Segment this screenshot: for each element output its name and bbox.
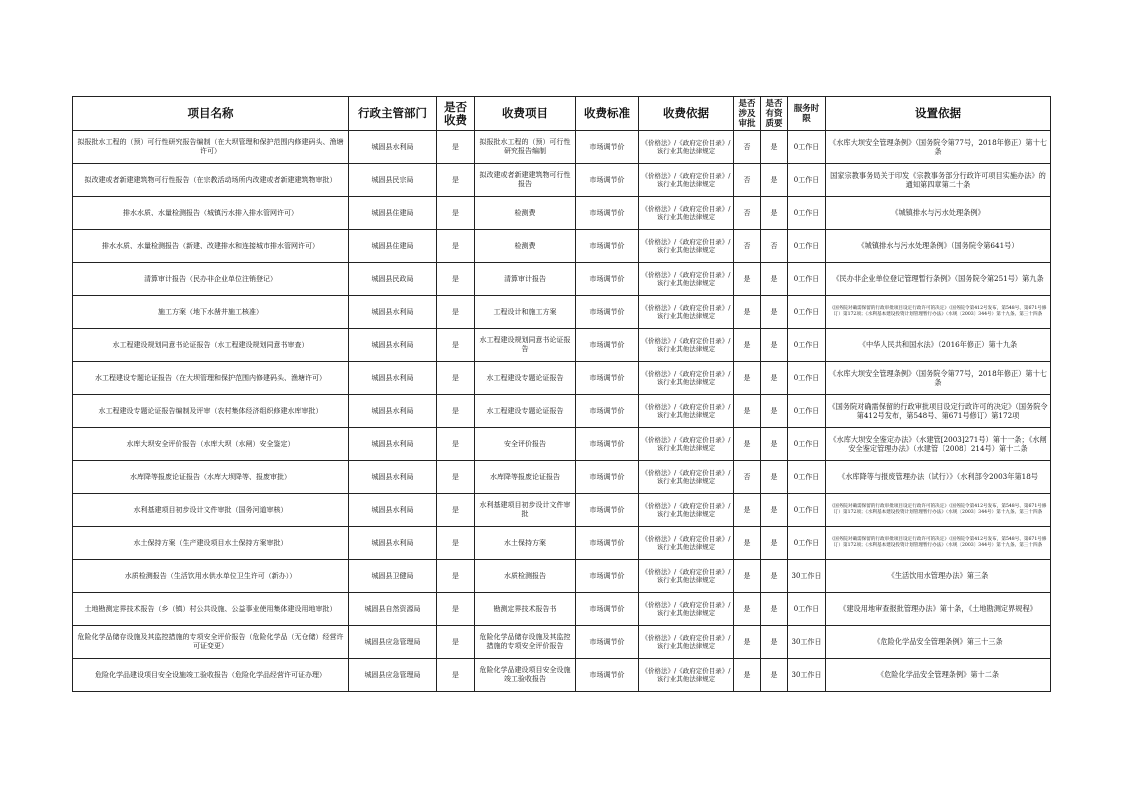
fee-item-cell: 拟改建或者新建建筑物可行性报告 <box>475 164 576 197</box>
setting-basis-cell: 《中华人民共和国水法》（2016年修正）第十九条 <box>826 329 1051 362</box>
setting-basis-cell: 《水库降等与报废管理办法（试行）》（水利部令2003年第18号 <box>826 461 1051 494</box>
is-fee-cell: 是 <box>437 230 475 263</box>
department-cell: 城固县民宗局 <box>349 164 437 197</box>
table-row <box>73 230 1051 263</box>
fee-basis-cell: 《价格法》/《政府定价目录》/该行业其他法律规定 <box>639 659 734 692</box>
is-fee-cell: 是 <box>437 395 475 428</box>
fee-standard-cell: 市场调节价 <box>576 494 639 527</box>
qualification-cell: 是 <box>761 461 788 494</box>
time-limit-cell: 30工作日 <box>788 560 826 593</box>
fee-basis-cell: 《价格法》/《政府定价目录》/该行业其他法律规定 <box>639 296 734 329</box>
fee-standard-cell: 市场调节价 <box>576 395 639 428</box>
is-fee-cell: 是 <box>437 296 475 329</box>
table-row <box>73 197 1051 230</box>
department-cell: 城固县住建局 <box>349 230 437 263</box>
review-cell: 否 <box>734 461 761 494</box>
fee-item-cell: 水利基建项目初步设计文件审批 <box>475 494 576 527</box>
project-name-cell: 水库降等报废论证报告（水库大坝降等、报废审批） <box>73 461 349 494</box>
fee-standard-cell: 市场调节价 <box>576 296 639 329</box>
review-cell: 是 <box>734 659 761 692</box>
time-limit-cell: 0工作日 <box>788 362 826 395</box>
is-fee-cell: 是 <box>437 329 475 362</box>
table-row <box>73 461 1051 494</box>
table-row <box>73 593 1051 626</box>
fee-basis-cell: 《价格法》/《政府定价目录》/该行业其他法律规定 <box>639 395 734 428</box>
is-fee-cell: 是 <box>437 362 475 395</box>
fee-standard-cell: 市场调节价 <box>576 131 639 164</box>
review-cell: 是 <box>734 296 761 329</box>
is-fee-cell: 是 <box>437 131 475 164</box>
table-row <box>73 395 1051 428</box>
fee-basis-cell: 《价格法》/《政府定价目录》/该行业其他法律规定 <box>639 197 734 230</box>
is-fee-cell: 是 <box>437 659 475 692</box>
qualification-cell: 是 <box>761 164 788 197</box>
fee-basis-cell: 《价格法》/《政府定价目录》/该行业其他法律规定 <box>639 230 734 263</box>
header-fee-item: 收费项目 <box>475 97 576 131</box>
fee-item-cell: 水工程建设规划同意书论证报告 <box>475 329 576 362</box>
project-name-cell: 排水水质、水量检测报告（新建、改建排水和连接城市排水管网许可） <box>73 230 349 263</box>
review-cell: 是 <box>734 263 761 296</box>
setting-basis-cell: 《国务院对确需保留的行政审批项目设定行政许可的决定》（国务院令第412号发布，第548号、第671号修订）第172项；《水利基本建设投资计划管理暂行办法》（水规〔2003〕344号）第十九条、第三十四条 <box>826 494 1051 527</box>
department-cell: 城固县民政局 <box>349 263 437 296</box>
time-limit-cell: 0工作日 <box>788 494 826 527</box>
table-row <box>73 131 1051 164</box>
setting-basis-cell: 《水库大坝安全鉴定办法》（水建管[2003]271号）第十一条；《水闸安全鉴定管理办法》（水建管〔2008〕214号）第十二条 <box>826 428 1051 461</box>
setting-basis-cell: 《城镇排水与污水处理条例》 <box>826 197 1051 230</box>
review-cell: 是 <box>734 362 761 395</box>
fee-item-cell: 拟报批水工程的（预）可行性研究报告编制 <box>475 131 576 164</box>
is-fee-cell: 是 <box>437 197 475 230</box>
project-name-cell: 水质检测报告（生活饮用水供水单位卫生许可（新办）） <box>73 560 349 593</box>
setting-basis-cell: 《民办非企业单位登记管理暂行条例》（国务院令第251号）第九条 <box>826 263 1051 296</box>
setting-basis-cell: 《水库大坝安全管理条例》（国务院令第77号，2018年修正）第十七条 <box>826 362 1051 395</box>
project-name-cell: 水库大坝安全评价报告（水库大坝（水闸）安全鉴定） <box>73 428 349 461</box>
fee-basis-cell: 《价格法》/《政府定价目录》/该行业其他法律规定 <box>639 263 734 296</box>
department-cell: 城固县水利局 <box>349 329 437 362</box>
fee-standard-cell: 市场调节价 <box>576 659 639 692</box>
header-fee-basis: 收费依据 <box>639 97 734 131</box>
qualification-cell: 是 <box>761 593 788 626</box>
department-cell: 城固县水利局 <box>349 527 437 560</box>
review-cell: 是 <box>734 329 761 362</box>
fee-item-cell: 水质检测报告 <box>475 560 576 593</box>
review-cell: 是 <box>734 560 761 593</box>
fee-basis-cell: 《价格法》/《政府定价目录》/该行业其他法律规定 <box>639 593 734 626</box>
table-header-row <box>73 97 1051 131</box>
time-limit-cell: 0工作日 <box>788 230 826 263</box>
time-limit-cell: 0工作日 <box>788 296 826 329</box>
fee-standard-cell: 市场调节价 <box>576 461 639 494</box>
fee-item-cell: 勘测定界技术报告书 <box>475 593 576 626</box>
department-cell: 城固县水利局 <box>349 362 437 395</box>
fee-standard-cell: 市场调节价 <box>576 527 639 560</box>
fee-item-cell: 检测费 <box>475 197 576 230</box>
fee-standard-cell: 市场调节价 <box>576 164 639 197</box>
project-name-cell: 拟报批水工程的（预）可行性研究报告编制（在大坝管理和保护范围内修建码头、渔塘许可） <box>73 131 349 164</box>
qualification-cell: 否 <box>761 230 788 263</box>
project-name-cell: 土地勘测定界技术报告（乡（镇）村公共设施、公益事业使用集体建设用地审批） <box>73 593 349 626</box>
is-fee-cell: 是 <box>437 164 475 197</box>
project-name-cell: 危险化学品储存设施及其监控措施的专项安全评价报告（危险化学品（无仓储）经营许可证变更） <box>73 626 349 659</box>
time-limit-cell: 0工作日 <box>788 197 826 230</box>
table-body <box>73 131 1051 692</box>
table-row <box>73 164 1051 197</box>
fee-standard-cell: 市场调节价 <box>576 593 639 626</box>
header-fee-standard: 收费标准 <box>576 97 639 131</box>
qualification-cell: 是 <box>761 659 788 692</box>
setting-basis-cell: 《水库大坝安全管理条例》（国务院令第77号，2018年修正）第十七条 <box>826 131 1051 164</box>
is-fee-cell: 是 <box>437 527 475 560</box>
fee-basis-cell: 《价格法》/《政府定价目录》/该行业其他法律规定 <box>639 560 734 593</box>
department-cell: 城固县自然资源局 <box>349 593 437 626</box>
setting-basis-cell: 《危险化学品安全管理条例》第三十三条 <box>826 626 1051 659</box>
time-limit-cell: 0工作日 <box>788 428 826 461</box>
fee-item-cell: 工程设计和施工方案 <box>475 296 576 329</box>
time-limit-cell: 30工作日 <box>788 626 826 659</box>
department-cell: 城固县水利局 <box>349 131 437 164</box>
fee-item-cell: 危险化学品建设项目安全设施竣工验收报告 <box>475 659 576 692</box>
time-limit-cell: 30工作日 <box>788 659 826 692</box>
project-name-cell: 水工程建设专题论证报告（在大坝管理和保护范围内修建码头、渔塘许可） <box>73 362 349 395</box>
qualification-cell: 是 <box>761 527 788 560</box>
fee-standard-cell: 市场调节价 <box>576 197 639 230</box>
project-name-cell: 拟改建或者新建建筑物可行性报告（在宗教活动场所内改建或者新建建筑物审批） <box>73 164 349 197</box>
fee-basis-cell: 《价格法》/《政府定价目录》/该行业其他法律规定 <box>639 461 734 494</box>
table-row <box>73 527 1051 560</box>
fee-standard-cell: 市场调节价 <box>576 362 639 395</box>
qualification-cell: 是 <box>761 131 788 164</box>
setting-basis-cell: 《生活饮用水管理办法》第三条 <box>826 560 1051 593</box>
review-cell: 是 <box>734 395 761 428</box>
fee-basis-cell: 《价格法》/《政府定价目录》/该行业其他法律规定 <box>639 428 734 461</box>
header-time-limit: 服务时限 <box>788 97 826 131</box>
review-cell: 否 <box>734 230 761 263</box>
time-limit-cell: 0工作日 <box>788 527 826 560</box>
time-limit-cell: 0工作日 <box>788 164 826 197</box>
is-fee-cell: 是 <box>437 263 475 296</box>
table-row <box>73 494 1051 527</box>
fee-standard-cell: 市场调节价 <box>576 329 639 362</box>
is-fee-cell: 是 <box>437 626 475 659</box>
header-is-fee: 是否收费 <box>437 97 475 131</box>
fee-table <box>72 96 1051 692</box>
review-cell: 是 <box>734 527 761 560</box>
is-fee-cell: 是 <box>437 494 475 527</box>
fee-standard-cell: 市场调节价 <box>576 428 639 461</box>
project-name-cell: 危险化学品建设项目安全设施竣工验收报告（危险化学品经营许可证办理） <box>73 659 349 692</box>
table-row <box>73 626 1051 659</box>
department-cell: 城固县卫健局 <box>349 560 437 593</box>
qualification-cell: 是 <box>761 329 788 362</box>
fee-item-cell: 水工程建设专题论证报告 <box>475 362 576 395</box>
table-row <box>73 560 1051 593</box>
review-cell: 否 <box>734 197 761 230</box>
fee-standard-cell: 市场调节价 <box>576 626 639 659</box>
fee-item-cell: 水工程建设专题论证报告 <box>475 395 576 428</box>
table-row <box>73 428 1051 461</box>
department-cell: 城固县水利局 <box>349 296 437 329</box>
department-cell: 城固县应急管理局 <box>349 626 437 659</box>
project-name-cell: 水土保持方案（生产建设项目水土保持方案审批） <box>73 527 349 560</box>
table-row <box>73 329 1051 362</box>
time-limit-cell: 0工作日 <box>788 461 826 494</box>
time-limit-cell: 0工作日 <box>788 329 826 362</box>
project-name-cell: 施工方案（地下水凿井施工核准） <box>73 296 349 329</box>
department-cell: 城固县水利局 <box>349 461 437 494</box>
department-cell: 城固县应急管理局 <box>349 659 437 692</box>
project-name-cell: 水工程建设专题论证报告编制及评审（农村集体经济组织修建水库审批） <box>73 395 349 428</box>
fee-basis-cell: 《价格法》/《政府定价目录》/该行业其他法律规定 <box>639 527 734 560</box>
time-limit-cell: 0工作日 <box>788 131 826 164</box>
fee-standard-cell: 市场调节价 <box>576 230 639 263</box>
review-cell: 是 <box>734 428 761 461</box>
qualification-cell: 是 <box>761 395 788 428</box>
fee-basis-cell: 《价格法》/《政府定价目录》/该行业其他法律规定 <box>639 362 734 395</box>
review-cell: 否 <box>734 164 761 197</box>
fee-basis-cell: 《价格法》/《政府定价目录》/该行业其他法律规定 <box>639 131 734 164</box>
fee-item-cell: 危险化学品储存设施及其监控措施的专项安全评价报告 <box>475 626 576 659</box>
qualification-cell: 是 <box>761 263 788 296</box>
fee-item-cell: 检测费 <box>475 230 576 263</box>
fee-standard-cell: 市场调节价 <box>576 560 639 593</box>
fee-item-cell: 安全评价报告 <box>475 428 576 461</box>
qualification-cell: 是 <box>761 197 788 230</box>
header-qualification: 是否有资质要 <box>761 97 788 131</box>
fee-item-cell: 清算审计报告 <box>475 263 576 296</box>
setting-basis-cell: 国家宗教事务局关于印发《宗教事务部分行政许可项目实施办法》的通知第四章第二十条 <box>826 164 1051 197</box>
qualification-cell: 是 <box>761 560 788 593</box>
setting-basis-cell: 《国务院对确需保留的行政审批项目设定行政许可的决定》（国务院令第412号发布，第548号、第671号修订）第172项 <box>826 395 1051 428</box>
qualification-cell: 是 <box>761 626 788 659</box>
review-cell: 是 <box>734 593 761 626</box>
time-limit-cell: 0工作日 <box>788 263 826 296</box>
project-name-cell: 水工程建设规划同意书论证报告（水工程建设规划同意书审查） <box>73 329 349 362</box>
header-setting-basis: 设置依据 <box>826 97 1051 131</box>
project-name-cell: 清算审计报告（民办非企业单位注销登记） <box>73 263 349 296</box>
department-cell: 城固县水利局 <box>349 494 437 527</box>
qualification-cell: 是 <box>761 428 788 461</box>
table-row <box>73 263 1051 296</box>
qualification-cell: 是 <box>761 494 788 527</box>
setting-basis-cell: 《国务院对确需保留的行政审批项目设定行政许可的决定》（国务院令第412号发布，第548号、第671号修订）第172项；《水利基本建设投资计划管理暂行办法》（水规〔2003〕344号）第十九条、第三十四条 <box>826 527 1051 560</box>
fee-item-cell: 水库降等报废论证报告 <box>475 461 576 494</box>
fee-basis-cell: 《价格法》/《政府定价目录》/该行业其他法律规定 <box>639 329 734 362</box>
review-cell: 是 <box>734 494 761 527</box>
setting-basis-cell: 《危险化学品安全管理条例》第十二条 <box>826 659 1051 692</box>
department-cell: 城固县住建局 <box>349 197 437 230</box>
project-name-cell: 水利基建项目初步设计文件审批（国务河道审核） <box>73 494 349 527</box>
review-cell: 是 <box>734 626 761 659</box>
table-row <box>73 296 1051 329</box>
project-name-cell: 排水水质、水量检测报告（城镇污水排入排水管网许可） <box>73 197 349 230</box>
review-cell: 否 <box>734 131 761 164</box>
department-cell: 城固县水利局 <box>349 428 437 461</box>
qualification-cell: 是 <box>761 362 788 395</box>
fee-basis-cell: 《价格法》/《政府定价目录》/该行业其他法律规定 <box>639 626 734 659</box>
setting-basis-cell: 《建设用地审查报批管理办法》第十条，《土地勘测定界规程》 <box>826 593 1051 626</box>
fee-standard-cell: 市场调节价 <box>576 263 639 296</box>
table-row <box>73 659 1051 692</box>
setting-basis-cell: 《城镇排水与污水处理条例》（国务院令第641号） <box>826 230 1051 263</box>
table-row <box>73 362 1051 395</box>
is-fee-cell: 是 <box>437 560 475 593</box>
fee-item-cell: 水土保持方案 <box>475 527 576 560</box>
setting-basis-cell: 《国务院对确需保留的行政审批项目设定行政许可的决定》（国务院令第412号发布，第548号、第671号修订）第172项；《水利基本建设投资计划管理暂行办法》（水规〔2003〕344号）第十九条、第三十四条 <box>826 296 1051 329</box>
time-limit-cell: 0工作日 <box>788 395 826 428</box>
is-fee-cell: 是 <box>437 428 475 461</box>
department-cell: 城固县水利局 <box>349 395 437 428</box>
time-limit-cell: 0工作日 <box>788 593 826 626</box>
is-fee-cell: 是 <box>437 593 475 626</box>
qualification-cell: 是 <box>761 296 788 329</box>
header-department: 行政主管部门 <box>349 97 437 131</box>
fee-basis-cell: 《价格法》/《政府定价目录》/该行业其他法律规定 <box>639 494 734 527</box>
header-project-name: 项目名称 <box>73 97 349 131</box>
fee-basis-cell: 《价格法》/《政府定价目录》/该行业其他法律规定 <box>639 164 734 197</box>
header-review: 是否涉及审批 <box>734 97 761 131</box>
is-fee-cell: 是 <box>437 461 475 494</box>
